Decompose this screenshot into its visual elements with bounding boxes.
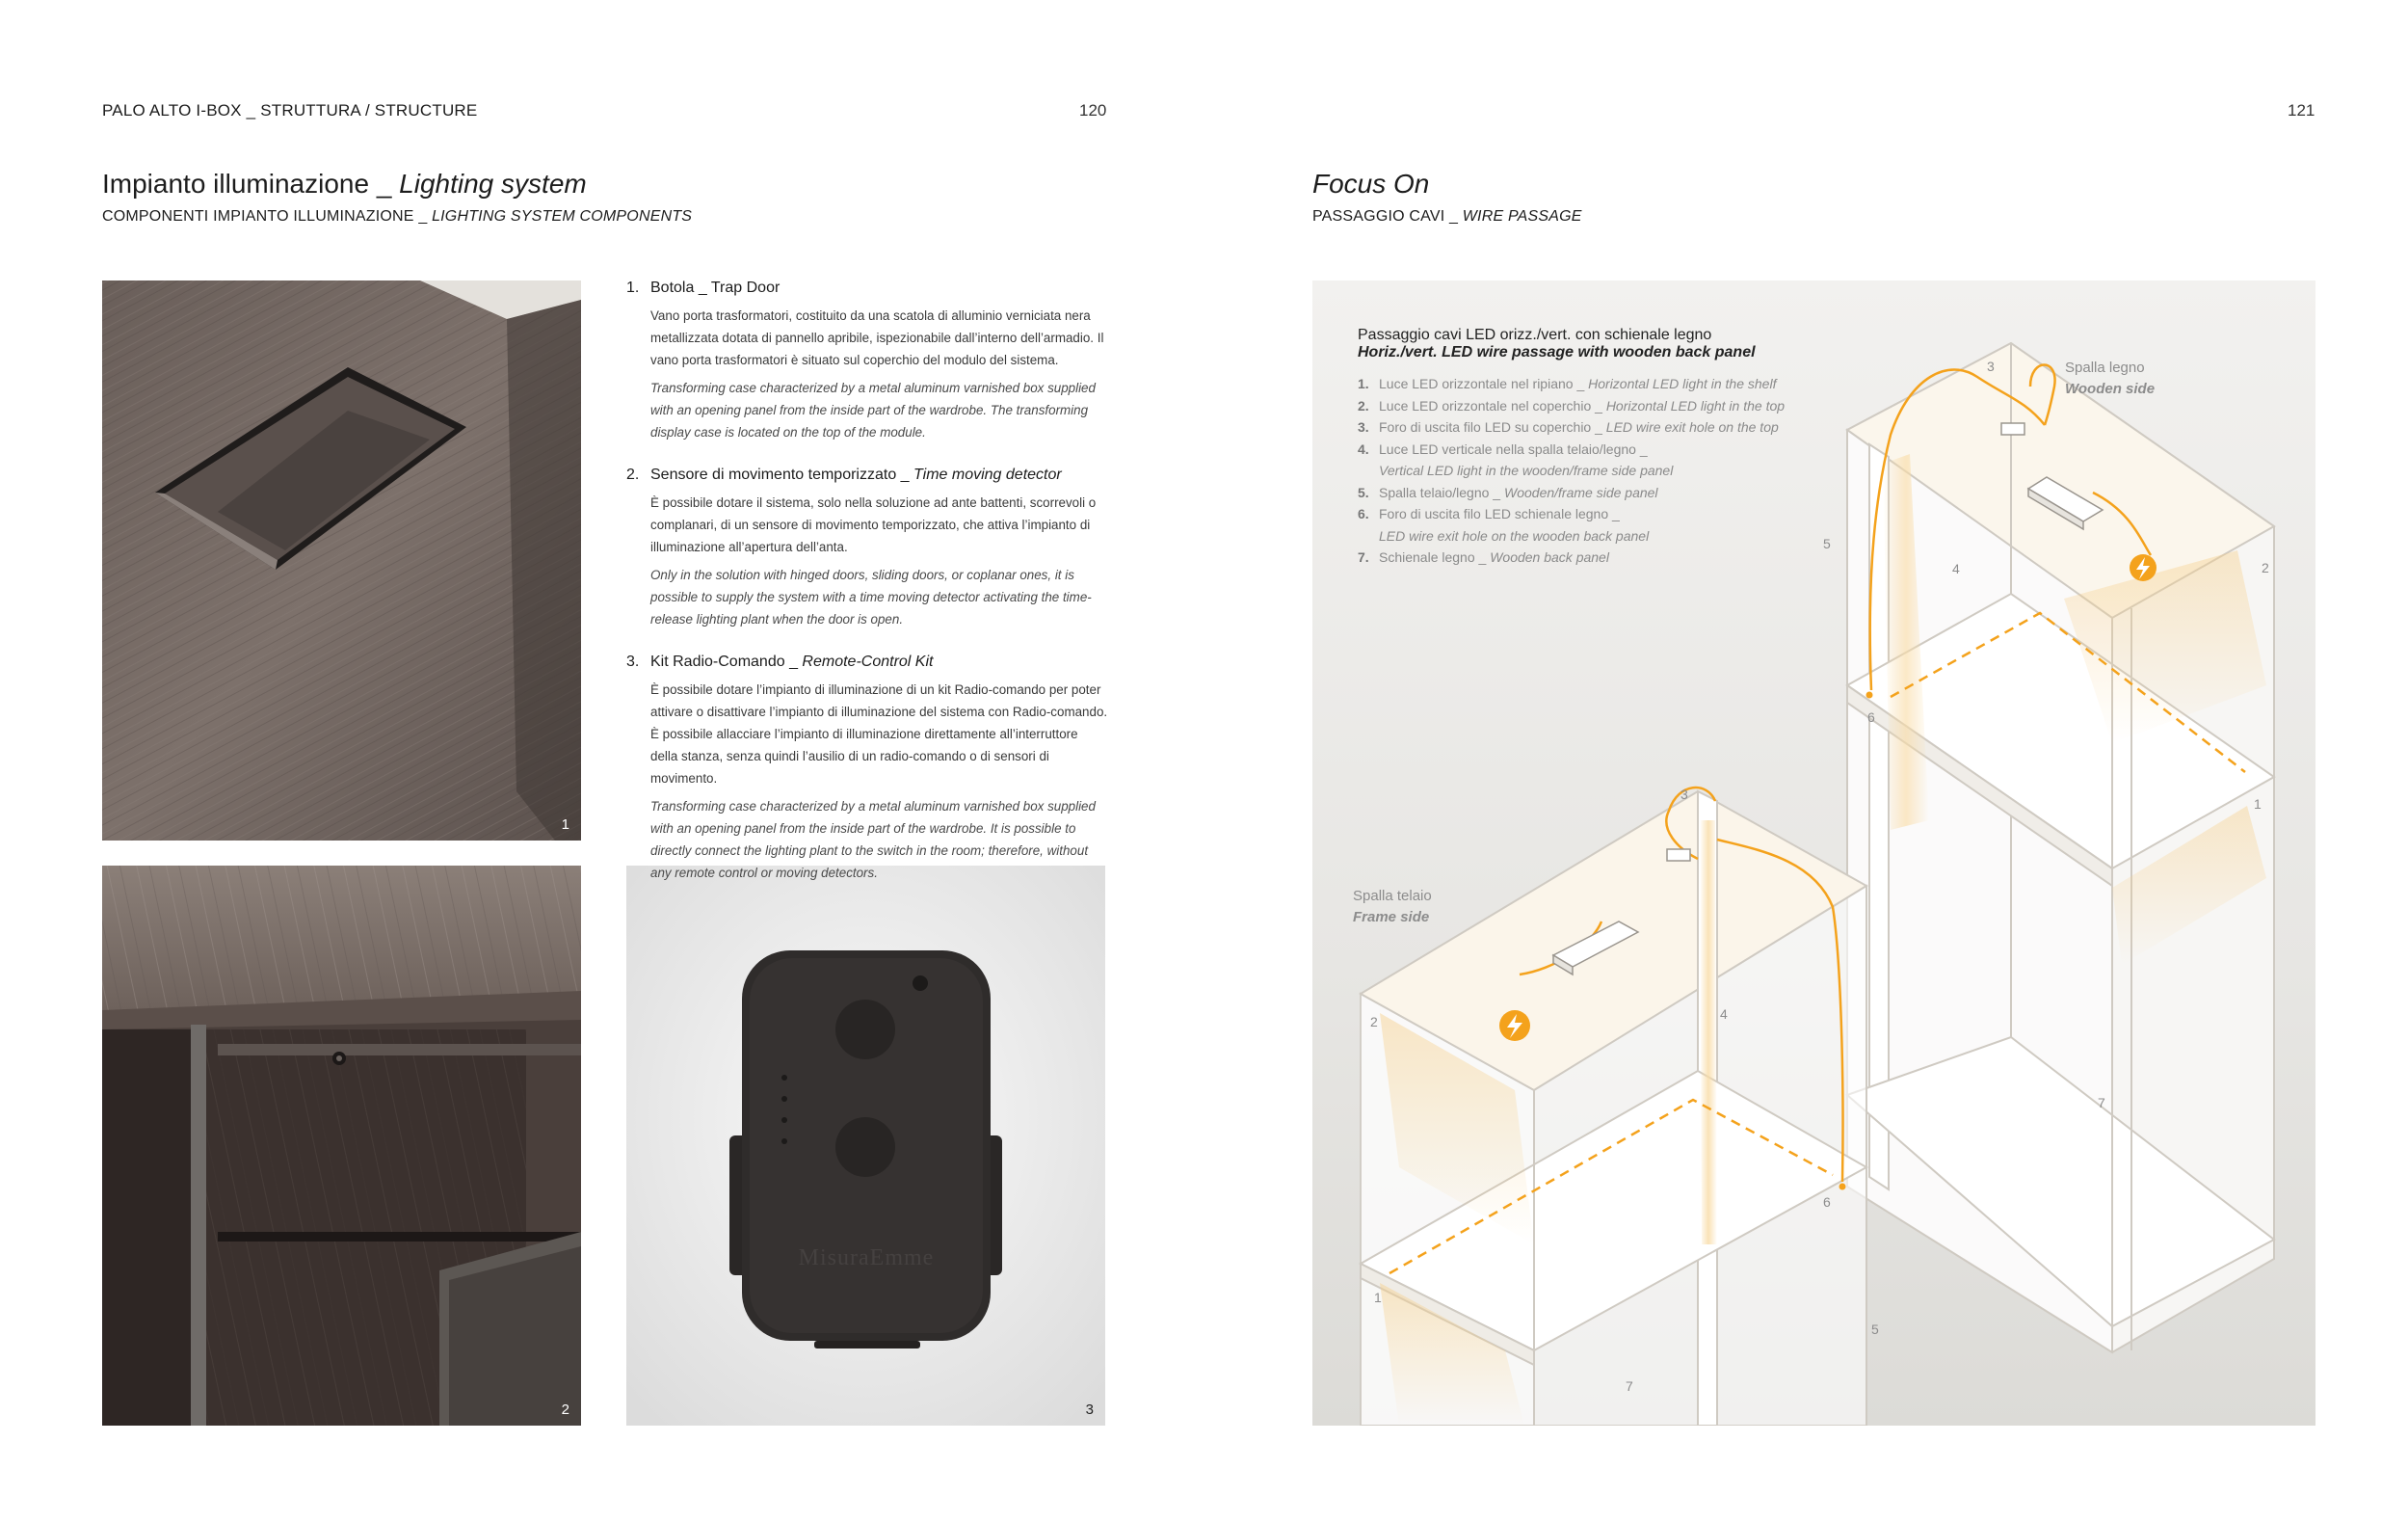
list-item-trap-door [626, 280, 1108, 443]
header-brand: PALO ALTO I-BOX [102, 101, 242, 120]
callout-tall-3: 3 [1987, 359, 1995, 374]
legend-num: 5. [1358, 484, 1369, 500]
legend-num: 7. [1358, 549, 1369, 565]
item-title-it: Kit Radio-Comando _ [650, 654, 803, 670]
focus-title: Focus On [1312, 169, 1430, 199]
subtitle-it: PASSAGGIO CAVI _ [1312, 208, 1463, 225]
frame-side-label [1353, 886, 1432, 928]
diagram-legend [1358, 327, 1811, 569]
photo-badge-1: 1 [561, 816, 569, 833]
legend-en: Horizontal LED light in the shelf [1588, 376, 1777, 391]
wooden-side-en: Wooden side [2065, 381, 2156, 397]
legend-item [1358, 416, 1811, 439]
title-it: Impianto illuminazione _ [102, 169, 400, 199]
legend-it: Luce LED orizzontale nel ripiano _ [1379, 376, 1589, 391]
wire-connector [1667, 849, 1690, 861]
legend-en: LED wire exit hole on the wooden back panel [1379, 527, 1650, 544]
page-number-left: 120 [1079, 101, 1107, 120]
callout-low-7: 7 [1626, 1378, 1633, 1394]
page-title-right [1312, 169, 1429, 200]
item-num: 1. [626, 280, 640, 296]
legend-it: Schienale legno _ [1379, 549, 1491, 565]
item-num: 2. [626, 467, 640, 483]
legend-item [1358, 503, 1811, 547]
callout-tall-1: 1 [2254, 796, 2262, 812]
subtitle-it: COMPONENTI IMPIANTO ILLUMINAZIONE _ [102, 208, 433, 225]
diagram-title-en: Horiz./vert. LED wire passage with wooden back panel [1358, 344, 1756, 360]
item-title [626, 280, 1108, 297]
title-en: Lighting system [399, 169, 587, 199]
wooden-side-label [2065, 358, 2155, 400]
wire-exit-hole [1839, 1184, 1846, 1190]
legend-num: 6. [1358, 506, 1369, 521]
photo-badge-2: 2 [561, 1402, 569, 1418]
wire-passage-diagram-panel [1312, 280, 2315, 1426]
item-name [650, 654, 933, 671]
page-title-left [102, 169, 587, 200]
callout-low-4: 4 [1720, 1006, 1728, 1022]
legend-en: Wooden back panel [1490, 549, 1609, 565]
callout-tall-6: 6 [1867, 709, 1875, 725]
list-item-time-moving-detector [626, 467, 1108, 630]
callout-tall-5: 5 [1823, 536, 1831, 551]
item-text-it: È possibile dotare l’impianto di illuminazione di un kit Radio-comando per poter attivare o disattivare l’impianto di illuminazione del sistema con Radio-comando. È possibile allacciare l’impianto di illuminazione direttamente all’interruttore della stanza, senza quindi l’ausilio di un radio-comando o di sensori di movimento. [650, 682, 1108, 786]
legend-item [1358, 373, 1811, 395]
legend-it: Foro di uscita filo LED su coperchio _ [1379, 419, 1606, 435]
subtitle-en: LIGHTING SYSTEM COMPONENTS [432, 208, 693, 225]
remote-brand-text: MisuraEmme [798, 1245, 935, 1270]
legend-it: Spalla telaio/legno _ [1379, 484, 1504, 500]
photo-remote-control [626, 866, 1105, 1426]
callout-low-5: 5 [1871, 1322, 1879, 1337]
item-name [650, 467, 1062, 484]
legend-num: 3. [1358, 419, 1369, 435]
item-name [650, 280, 780, 297]
callout-low-6: 6 [1823, 1194, 1831, 1210]
item-title-en: Trap Door [710, 280, 781, 296]
callout-tall-4: 4 [1952, 561, 1960, 576]
item-text-it: Vano porta trasformatori, costituito da una scatola di alluminio verniciata nera metallizzata dotata di pannello apribile, ispezionabile dall’interno dell’armadio. Il vano porta trasformatori è situato sul coperchio del modulo del sistema. [650, 308, 1104, 367]
callout-low-2: 2 [1370, 1014, 1378, 1029]
item-num: 3. [626, 654, 640, 670]
cabinet-detail-photo [102, 866, 581, 1426]
item-text-it: È possibile dotare il sistema, solo nella soluzione ad ante battenti, scorrevoli o complanari, di un sensore di movimento temporizzato, che attiva l’impianto di illuminazione all’apertura dell’anta. [650, 495, 1097, 554]
legend-en: Vertical LED light in the wooden/frame side panel [1379, 463, 1674, 478]
power-bolt-icon [2130, 554, 2157, 581]
frame-side-it: Spalla telaio [1353, 888, 1432, 904]
item-text-en: Transforming case characterized by a metal aluminum varnished box supplied with an opening panel from the inside part of the wardrobe. It is possible to directly connect the lighting plant to the switch in the room; therefore, without any remote control or moving detectors. [650, 799, 1096, 880]
item-title [626, 467, 1108, 484]
legend-en: Horizontal LED light in the top [1605, 397, 1786, 414]
photo-badge-3: 3 [1085, 1402, 1094, 1418]
list-item-remote-control-kit [626, 654, 1108, 884]
legend-num: 1. [1358, 376, 1369, 391]
diagram-title-it: Passaggio cavi LED orizz./vert. con schienale legno [1358, 327, 1712, 343]
legend-item [1358, 395, 1811, 417]
item-title-en: Remote-Control Kit [802, 654, 934, 670]
trap-door-photo [102, 280, 581, 841]
remote-control-photo [626, 866, 1105, 1426]
legend-it: Luce LED verticale nella spalla telaio/legno _ [1379, 441, 1648, 457]
wire-connector [2001, 423, 2024, 435]
wooden-side-it: Spalla legno [2065, 360, 2145, 376]
callout-low-1: 1 [1374, 1290, 1382, 1305]
item-title-it: Sensore di movimento temporizzato _ [650, 467, 914, 483]
legend-item [1358, 482, 1811, 504]
components-list [626, 280, 1108, 890]
item-title-it: Botola _ [650, 280, 711, 296]
page-subtitle-right [1312, 208, 1582, 226]
callout-tall-2: 2 [2262, 560, 2269, 575]
running-header-left [102, 101, 477, 120]
item-title-en: Time moving detector [913, 467, 1062, 483]
subtitle-en: WIRE PASSAGE [1462, 208, 1582, 225]
frame-side-en: Frame side [1353, 909, 1430, 925]
legend-en: Wooden/frame side panel [1504, 484, 1658, 500]
header-section: _ STRUTTURA / STRUCTURE [241, 101, 478, 120]
photo-trap-door [102, 280, 581, 841]
legend-num: 2. [1358, 397, 1369, 414]
item-text-en: Transforming case characterized by a metal aluminum varnished box supplied with an opening panel from the inside part of the wardrobe. The transforming display case is located on the top of the module. [650, 381, 1096, 440]
legend-en: LED wire exit hole on the top [1605, 419, 1779, 435]
callout-tall-7: 7 [2098, 1095, 2105, 1110]
power-bolt-icon [1499, 1010, 1530, 1041]
item-title [626, 654, 1108, 671]
callout-low-3: 3 [1680, 787, 1688, 802]
wire-exit-hole [1866, 692, 1873, 699]
legend-item [1358, 439, 1811, 482]
legend-num: 4. [1358, 441, 1369, 457]
page-subtitle-left [102, 208, 692, 226]
page-number-right: 121 [2288, 101, 2315, 120]
legend-it: Luce LED orizzontale nel coperchio _ [1379, 397, 1606, 414]
photo-cabinet-detail [102, 866, 581, 1426]
item-text-en: Only in the solution with hinged doors, sliding doors, or coplanar ones, it is possible to supply the system with a time moving detector activating the time-release lighting plant when the door is open. [650, 568, 1092, 627]
legend-item [1358, 547, 1811, 569]
low-vertical-led-glow [1700, 820, 1717, 1244]
legend-it: Foro di uscita filo LED schienale legno _ [1379, 506, 1620, 521]
